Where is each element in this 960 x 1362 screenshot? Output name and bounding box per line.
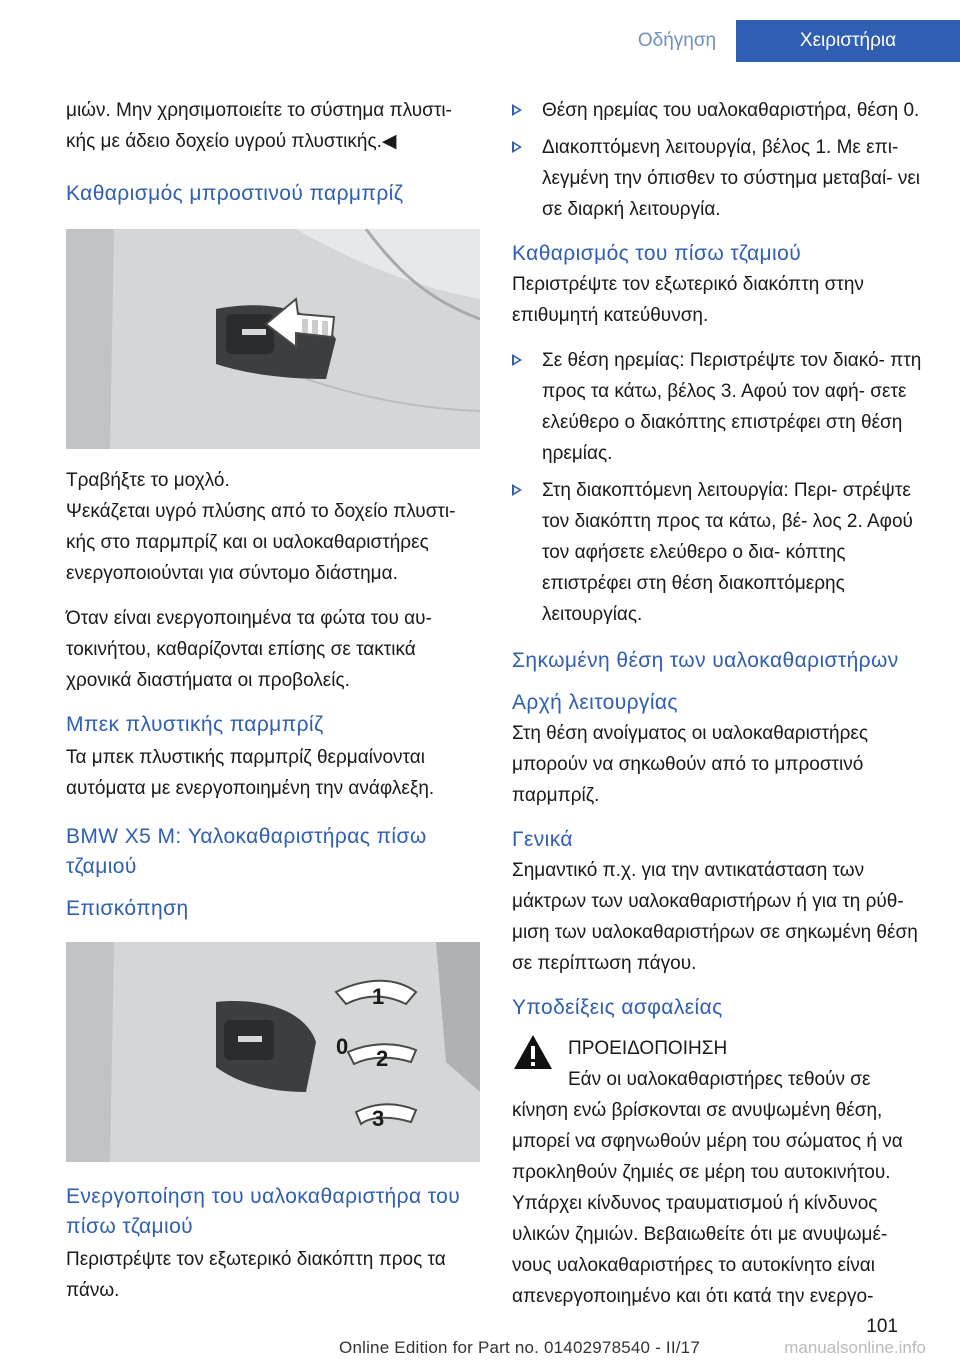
heading-nozzles: Μπεκ πλυστικής παρμπρίζ	[66, 713, 324, 736]
triangle-bullet-icon	[512, 141, 522, 153]
bullet-text: Στη διακοπτόμενη λειτουργία: Περι‐ στρέψτε τον διακόπτη προς τα κάτω, βέ‐ λος 2. Αφού τον αφήσετε ελεύθερο ο δια‐ κόπτης επιστρέφει στη θέση διακοπτόμερης λειτουργίας.	[542, 480, 913, 625]
general-text: Σημαντικό π.χ. για την αντικατάσταση των μάκτρων των υαλοκαθαριστήρων ή για τη ρύθ‐ μιση των υαλοκαθαριστήρων σε σηκωμένη θέση σε περίπτωση πάγου.	[512, 860, 918, 974]
heading-general: Γενικά	[512, 828, 573, 851]
lights-text: Όταν είναι ενεργοποιημένα τα φώτα του αυ‐ τοκινήτου, καθαρίζονται επίσης σε τακτικά χρονικά διαστήματα οι προβολείς.	[66, 608, 432, 691]
heading-principle: Αρχή λειτουργίας	[512, 691, 678, 714]
bullet-text: Θέση ηρεμίας του υαλοκαθαριστήρα, θέση 0.	[542, 100, 920, 121]
wiper-stalk-pull-illustration	[66, 229, 480, 449]
left-column	[66, 95, 480, 1320]
nozzles-text: Τα μπεκ πλυστικής παρμπρίζ θερμαίνονται αυτόματα με ενεργοποιημένη την ανάφλεξη.	[66, 747, 435, 799]
heading-raised-position: Σηκωμένη θέση των υαλοκαθαριστήρων	[512, 649, 899, 672]
figure-rear-wiper-positions	[66, 942, 480, 1162]
warning-triangle-icon	[512, 1033, 554, 1095]
right-column	[512, 95, 928, 1326]
fig-label-0: 0	[336, 1034, 349, 1059]
heading-front-wash: Καθαρισμός μπροστινού παρμπρίζ	[66, 182, 404, 205]
heading-rear-wash: Καθαρισμός του πίσω τζαμιού	[512, 242, 802, 265]
rear-wiper-positions-illustration	[66, 942, 480, 1162]
header-tabs	[618, 20, 960, 62]
list-item	[512, 345, 928, 469]
warning-header	[568, 1033, 870, 1095]
tab-controls[interactable]: Χειριστήρια	[736, 20, 960, 62]
page-number: 101	[866, 1316, 898, 1337]
warning-block	[512, 1033, 928, 1095]
heading-activate-rear-wiper: Ενεργοποίηση του υαλοκαθαριστήρα του πίσω τζαμιού	[66, 1185, 461, 1238]
warning-title: ΠΡΟΕΙΔΟΠΟΙΗΣΗ	[568, 1038, 728, 1059]
activate-text: Περιστρέψτε τον εξωτερικό διακόπτη προς τα πάνω.	[66, 1249, 446, 1301]
fig-label-3: 3	[372, 1106, 385, 1131]
list-item	[512, 132, 928, 225]
triangle-bullet-icon	[512, 104, 522, 116]
heading-x5m-rear-wiper: BMW X5 M: Υαλοκαθαριστήρας πίσω τζαμιού	[66, 825, 427, 878]
tab-driving[interactable]: Οδήγηση	[637, 30, 717, 51]
intro-text: μιών. Μην χρησιμοποιείτε το σύστημα πλυστι‐ κής με άδειο δοχείο υγρού πλυστικής.◀	[66, 100, 452, 152]
fig-label-2: 2	[376, 1046, 389, 1071]
heading-overview: Επισκόπηση	[66, 897, 189, 920]
rear-wiper-bullets	[512, 95, 928, 225]
rear-wash-bullets	[512, 345, 928, 630]
warning-body: κίνηση ενώ βρίσκονται σε ανυψωμένη θέση, μπορεί να σφηνωθούν μέρη του σώματος ή να προκληθούν ζημιές σε μέρη του αυτοκινήτου. Υπάρχει κίνδυνος τραυματισμού ή κίνδυνος υλικών ζημιών. Βεβαιωθείτε ότι με ανυψωμέ‐ νους υαλοκαθαριστήρες το αυτοκίνητο είναι απενεργοποιημένο και ότι κατά την ενεργο‐	[512, 1100, 903, 1307]
bullet-text: Σε θέση ηρεμίας: Περιστρέψτε τον διακό‐ πτη προς τα κάτω, βέλος 3. Αφού τον αφή‐ σετε ελεύθερο ο διακόπτης επιστρέφει στη θέση ηρεμίας.	[542, 350, 922, 464]
list-item	[512, 475, 928, 630]
triangle-bullet-icon	[512, 484, 522, 496]
site-watermark: manualsonline.info	[784, 1338, 926, 1357]
spray-text: Ψεκάζεται υγρό πλύσης από το δοχείο πλυστι‐ κής στο παρμπρίζ και οι υαλοκαθαριστήρες ενεργοποιούνται για σύντομο διάστημα.	[66, 501, 456, 584]
triangle-bullet-icon	[512, 354, 522, 366]
pull-lever-text: Τραβήξτε το μοχλό.	[66, 470, 230, 491]
fig-label-1: 1	[372, 984, 385, 1009]
principle-text: Στη θέση ανοίγματος οι υαλοκαθαριστήρες μπορούν να σηκωθούν από το μπροστινό παρμπρίζ.	[512, 723, 869, 806]
heading-safety: Υποδείξεις ασφαλείας	[512, 996, 723, 1019]
warning-lead: Εάν οι υαλοκαθαριστήρες τεθούν σε	[568, 1069, 871, 1090]
figure-wiper-stalk-pull	[66, 229, 480, 449]
rear-wash-text: Περιστρέψτε τον εξωτερικό διακόπτη στην επιθυμητή κατεύθυνση.	[512, 274, 864, 326]
list-item	[512, 95, 928, 126]
bullet-text: Διακοπτόμενη λειτουργία, βέλος 1. Με επι‐ λεγμένη την όπισθεν το σύστημα μεταβαί‐ νει σε διαρκή λειτουργία.	[542, 137, 921, 220]
edition-text: Online Edition for Part no. 01402978540 - II/17	[339, 1338, 700, 1357]
